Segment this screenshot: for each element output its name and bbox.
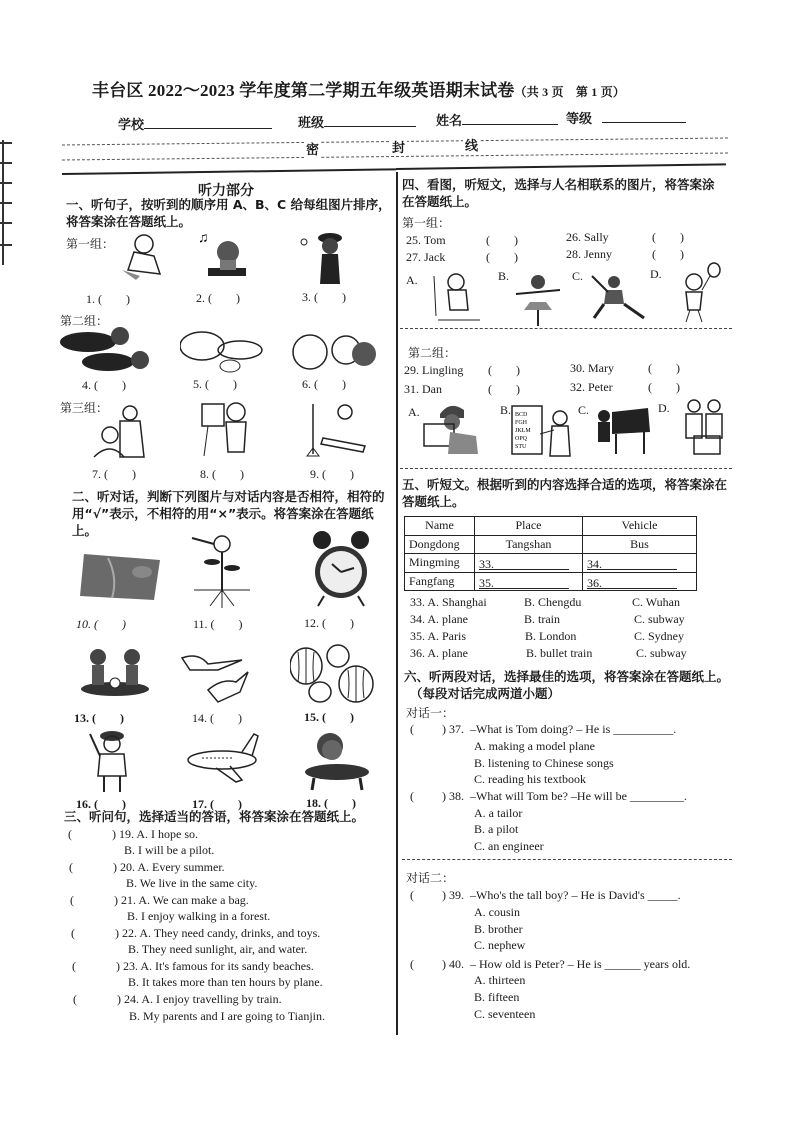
blank-underline: 35. (479, 576, 569, 589)
table-cell: Dongdong (405, 535, 475, 554)
option-a: A. I enjoy travelling by train. (141, 992, 282, 1006)
seal-word: 密 (304, 139, 321, 158)
option-label-b: B. (498, 269, 510, 283)
answer-paren-25[interactable]: ( ) (486, 233, 518, 247)
question-number: ) 20. (113, 860, 135, 874)
binding-margin-tick (0, 162, 12, 164)
option-a: A. I hope so. (136, 827, 199, 841)
question-number: ) 39. (442, 888, 464, 902)
option-c: C. reading his textbook (474, 772, 586, 786)
group-separator (400, 328, 732, 329)
option-34-b: B. train (524, 612, 560, 626)
man-taichi-picture (590, 272, 650, 322)
option-b: B. They need sunlight, air, and water. (128, 942, 308, 956)
answer-paren[interactable]: ( (73, 992, 77, 1006)
kids-football-picture (80, 645, 150, 697)
binding-margin-tick (0, 142, 12, 144)
option-a: A. They need candy, drinks, and toys. (139, 926, 321, 940)
answer-blank-16[interactable]: 16. ( ) (76, 797, 126, 811)
table-cell: Tangshan (475, 535, 583, 554)
table-header-row (405, 517, 697, 536)
answer-paren[interactable]: ( (410, 888, 414, 902)
svg-text:♫: ♫ (198, 231, 209, 246)
grade-blank[interactable] (602, 111, 686, 123)
group-label: 第一组： (402, 216, 451, 230)
option-a: A. thirteen (474, 973, 526, 987)
binding-margin-tick (0, 244, 12, 246)
group-label: 第一组： (66, 237, 115, 251)
answer-paren-32[interactable]: ( ) (648, 380, 680, 394)
option-34-c: C. subway (634, 612, 685, 626)
animals-picture (178, 648, 250, 706)
svg-text:STU: STU (515, 444, 527, 450)
name-jack: 27. Jack (406, 250, 446, 264)
table-cell: Mingming (405, 554, 475, 573)
answer-blank-3[interactable]: 3. ( ) (302, 290, 346, 304)
option-33-a: 33. A. Shanghai (410, 595, 487, 609)
blank-underline: 33. (479, 557, 569, 570)
barber-picture (90, 403, 146, 459)
seal-word: 封 (390, 137, 407, 156)
answer-paren-29[interactable]: ( ) (488, 363, 520, 377)
question-number: ) 40. (442, 957, 464, 971)
question-text: – How old is Peter? – He is ______ years old. (470, 957, 691, 971)
option-label-c: C. (572, 269, 584, 283)
answer-blank-18[interactable]: 18. ( ) (306, 796, 356, 810)
tomatoes-picture (290, 326, 380, 374)
option-a: A. cousin (474, 905, 520, 919)
binding-margin-tick (0, 202, 12, 204)
answer-blank-33[interactable] (475, 554, 583, 573)
table-row (405, 535, 697, 554)
option-a: A. making a model plane (474, 739, 595, 753)
option-35-b: B. London (525, 629, 577, 643)
name-lingling: 29. Lingling (404, 363, 464, 377)
section4-title: 四、看图，听短文，选择与人名相联系的图片，将答案涂在答题纸上。 (402, 177, 715, 209)
melons-picture (290, 640, 374, 704)
girl-badminton-picture (670, 262, 724, 324)
option-35-a: 35. A. Paris (410, 629, 467, 643)
alarm-clock-picture (310, 528, 372, 610)
painter-picture (200, 400, 252, 460)
page-info: （共 3 页 第 1 页） (514, 85, 626, 99)
answer-blank-34[interactable] (583, 554, 697, 573)
grade-field[interactable] (566, 108, 686, 127)
option-36-a: 36. A. plane (410, 646, 468, 660)
option-label-d: D. (658, 401, 670, 415)
option-34-a: 34. A. plane (410, 612, 468, 626)
answer-blank-15[interactable]: 15. ( ) (304, 710, 354, 724)
airplane-picture (186, 730, 262, 786)
pianist-picture (592, 404, 652, 456)
rule-left (62, 168, 396, 175)
exam-title-text: 丰台区 2022～2023 学年度第二学期五年级英语期末试卷 (92, 81, 515, 100)
option-a: A. a tailor (474, 806, 523, 820)
group-label: 第二组： (60, 314, 109, 328)
svg-text:FGH: FGH (515, 420, 528, 426)
class-blank[interactable] (324, 115, 416, 127)
option-b: B. brother (474, 922, 523, 936)
grade-label: 等级 (566, 111, 593, 126)
table-header: Name (405, 517, 475, 536)
exam-title (92, 76, 625, 101)
answer-blank-35[interactable] (475, 572, 583, 591)
svg-text:BCD: BCD (515, 412, 528, 418)
question-number: ) 37. (442, 722, 464, 736)
answer-paren-26[interactable]: ( ) (652, 230, 684, 244)
section3-title: 三、听问句，选择适当的答语，将答案涂在答题纸上。 (64, 809, 365, 824)
name-field[interactable] (436, 110, 558, 129)
listening-heading: 听力部分 (198, 183, 254, 199)
answer-paren[interactable]: ( (71, 926, 75, 940)
nuts-picture (180, 328, 270, 376)
column-divider (396, 172, 398, 1035)
carrots-picture (60, 326, 152, 374)
question-24[interactable] (73, 991, 282, 1007)
answer-blank-10[interactable]: 10. ( ) (76, 617, 126, 631)
question-20[interactable] (69, 859, 225, 875)
section2-title: 二、听对话，判断下列图片与对话内容是否相符，相符的用“√”表示，不相符的用“×”表示。将答案涂在答题纸上。 (72, 489, 385, 538)
class-label: 班级 (298, 115, 325, 130)
table-row (405, 554, 697, 573)
question-text: –What is Tom doing? – He is __________. (470, 722, 677, 736)
option-label-b: B. (500, 403, 512, 417)
answer-blank-14[interactable]: 14. ( ) (192, 711, 242, 725)
answer-blank-2[interactable]: 2. ( ) (196, 291, 240, 305)
answer-paren[interactable]: ( (70, 893, 74, 907)
svg-text:JKLM: JKLM (515, 428, 531, 434)
option-36-b: B. bullet train (526, 646, 593, 660)
teacher-eye-chart-picture (510, 404, 576, 458)
rule-right (396, 163, 726, 170)
name-sally: 26. Sally (566, 230, 609, 244)
table-cell: Bus (583, 535, 697, 554)
svg-text:OPQ: OPQ (515, 436, 528, 442)
answer-blank-7[interactable]: 7. ( ) (92, 467, 136, 481)
option-c: C. seventeen (474, 1007, 536, 1021)
question-text: –Who's the tall boy? – He is David's _____. (470, 888, 681, 902)
option-c: C. an engineer (474, 839, 544, 853)
question-38[interactable] (410, 788, 687, 804)
answer-blank-5[interactable]: 5. ( ) (193, 377, 237, 391)
option-label-a: A. (406, 273, 418, 287)
answer-paren[interactable]: ( (69, 860, 73, 874)
map-picture (78, 548, 162, 604)
question-number: ) 38. (442, 789, 464, 803)
answer-paren-27[interactable]: ( ) (486, 250, 518, 264)
answer-paren-31[interactable]: ( ) (488, 382, 520, 396)
question-number: ) 22. (115, 926, 137, 940)
option-b: B. fifteen (474, 990, 520, 1004)
option-33-b: B. Chengdu (524, 595, 582, 609)
answer-blank-13[interactable]: 13. ( ) (74, 711, 124, 725)
option-b: B. a pilot (474, 822, 519, 836)
plant-picture (190, 532, 254, 610)
group-label: 第二组： (408, 346, 457, 360)
question-text: –What will Tom be? –He will be _________. (470, 789, 687, 803)
option-label-c: C. (578, 403, 590, 417)
option-c: C. nephew (474, 938, 526, 952)
question-19[interactable] (68, 826, 198, 842)
answer-blank-36[interactable] (583, 572, 697, 591)
blank-underline: 34. (587, 557, 677, 570)
girl-dancing-picture (510, 272, 566, 328)
option-a: A. Every summer. (137, 860, 225, 874)
group-separator (400, 468, 732, 469)
section5-title: 五、听短文。根据听到的内容选择合适的选项，将答案涂在答题纸上。 (402, 477, 728, 509)
seal-word: 线 (463, 135, 480, 154)
school-field[interactable] (118, 114, 272, 133)
option-33-c: C. Wuhan (632, 595, 680, 609)
option-b: B. listening to Chinese songs (474, 756, 614, 770)
question-23[interactable] (72, 958, 314, 974)
section6-title: 六、听两段对话，选择最佳的选项，将答案涂在答题纸上。 (404, 669, 730, 684)
dialogue-label: 对话一： (406, 706, 455, 720)
answer-blank-9[interactable]: 9. ( ) (310, 467, 354, 481)
option-a: A. We can make a bag. (138, 893, 249, 907)
name-dan: 31. Dan (404, 382, 442, 396)
option-b: B. It takes more than ten hours by plane. (128, 975, 323, 989)
answer-blank-1[interactable]: 1. ( ) (86, 292, 130, 306)
child-music-picture (198, 228, 248, 283)
option-b: B. We live in the same city. (126, 876, 258, 890)
answer-paren[interactable]: ( (410, 957, 414, 971)
school-label: 学校 (118, 117, 145, 132)
question-number: ) 24. (117, 992, 139, 1006)
option-label-d: D. (650, 267, 662, 281)
travel-table (404, 516, 697, 591)
answer-paren-30[interactable]: ( ) (648, 361, 680, 375)
table-header: Place (475, 517, 583, 536)
option-b: B. I will be a pilot. (124, 843, 215, 857)
answer-blank-12[interactable]: 12. ( ) (304, 616, 354, 630)
answer-paren[interactable]: ( (410, 789, 414, 803)
answer-paren[interactable]: ( (68, 827, 72, 841)
option-label-a: A. (408, 405, 420, 419)
dentist-picture (305, 398, 369, 460)
question-number: ) 19. (112, 827, 134, 841)
table-header: Vehicle (583, 517, 697, 536)
boy-at-table-picture (304, 728, 370, 792)
question-number: ) 21. (114, 893, 136, 907)
question-40[interactable] (410, 956, 690, 972)
group-label: 第三组： (60, 401, 109, 415)
name-mary: 30. Mary (570, 361, 614, 375)
binding-margin-tick (0, 222, 12, 224)
school-blank[interactable] (144, 117, 272, 129)
option-b: B. My parents and I are going to Tianjin. (129, 1009, 325, 1023)
option-35-c: C. Sydney (634, 629, 685, 643)
table-row (405, 572, 697, 591)
question-21[interactable] (70, 892, 249, 908)
question-22[interactable] (71, 925, 320, 941)
answer-paren-28[interactable]: ( ) (652, 247, 684, 261)
blank-underline: 36. (587, 576, 677, 589)
answer-blank-4[interactable]: 4. ( ) (82, 378, 126, 392)
engineers-robot-picture (680, 398, 732, 458)
name-blank[interactable] (462, 113, 558, 125)
dialogue-separator (402, 859, 732, 860)
table-cell: Fangfang (405, 572, 475, 591)
answer-paren[interactable]: ( (410, 722, 414, 736)
option-b: B. I enjoy walking in a forest. (127, 909, 271, 923)
class-field[interactable] (298, 112, 416, 131)
question-number: ) 23. (116, 959, 138, 973)
answer-paren[interactable]: ( (72, 959, 76, 973)
name-peter: 32. Peter (570, 380, 613, 394)
police-officer-picture (84, 728, 134, 794)
boy-fishing-picture (430, 272, 486, 326)
name-label: 姓名 (436, 113, 463, 128)
dialogue-label: 对话二： (406, 871, 455, 885)
answer-blank-17[interactable]: 17. ( ) (192, 797, 242, 811)
option-36-c: C. subway (636, 646, 687, 660)
question-37[interactable] (410, 721, 676, 737)
name-tom: 25. Tom (406, 233, 446, 247)
section6-subtitle: （每段对话完成两道小题） (410, 686, 561, 701)
worker-map-picture (420, 400, 482, 456)
answer-blank-8[interactable]: 8. ( ) (200, 467, 244, 481)
answer-blank-6[interactable]: 6. ( ) (302, 377, 346, 391)
child-drawing-picture (120, 230, 170, 280)
answer-blank-11[interactable]: 11. ( ) (193, 617, 243, 631)
question-39[interactable] (410, 887, 681, 903)
child-baseball-picture (300, 228, 350, 288)
name-jenny: 28. Jenny (566, 247, 612, 261)
binding-margin-tick (0, 182, 12, 184)
section1-title: 一、听句子，按听到的顺序用 A、B、C 给每组图片排序，将答案涂在答题纸上。 (66, 197, 391, 229)
option-a: A. It's famous for its sandy beaches. (140, 959, 314, 973)
